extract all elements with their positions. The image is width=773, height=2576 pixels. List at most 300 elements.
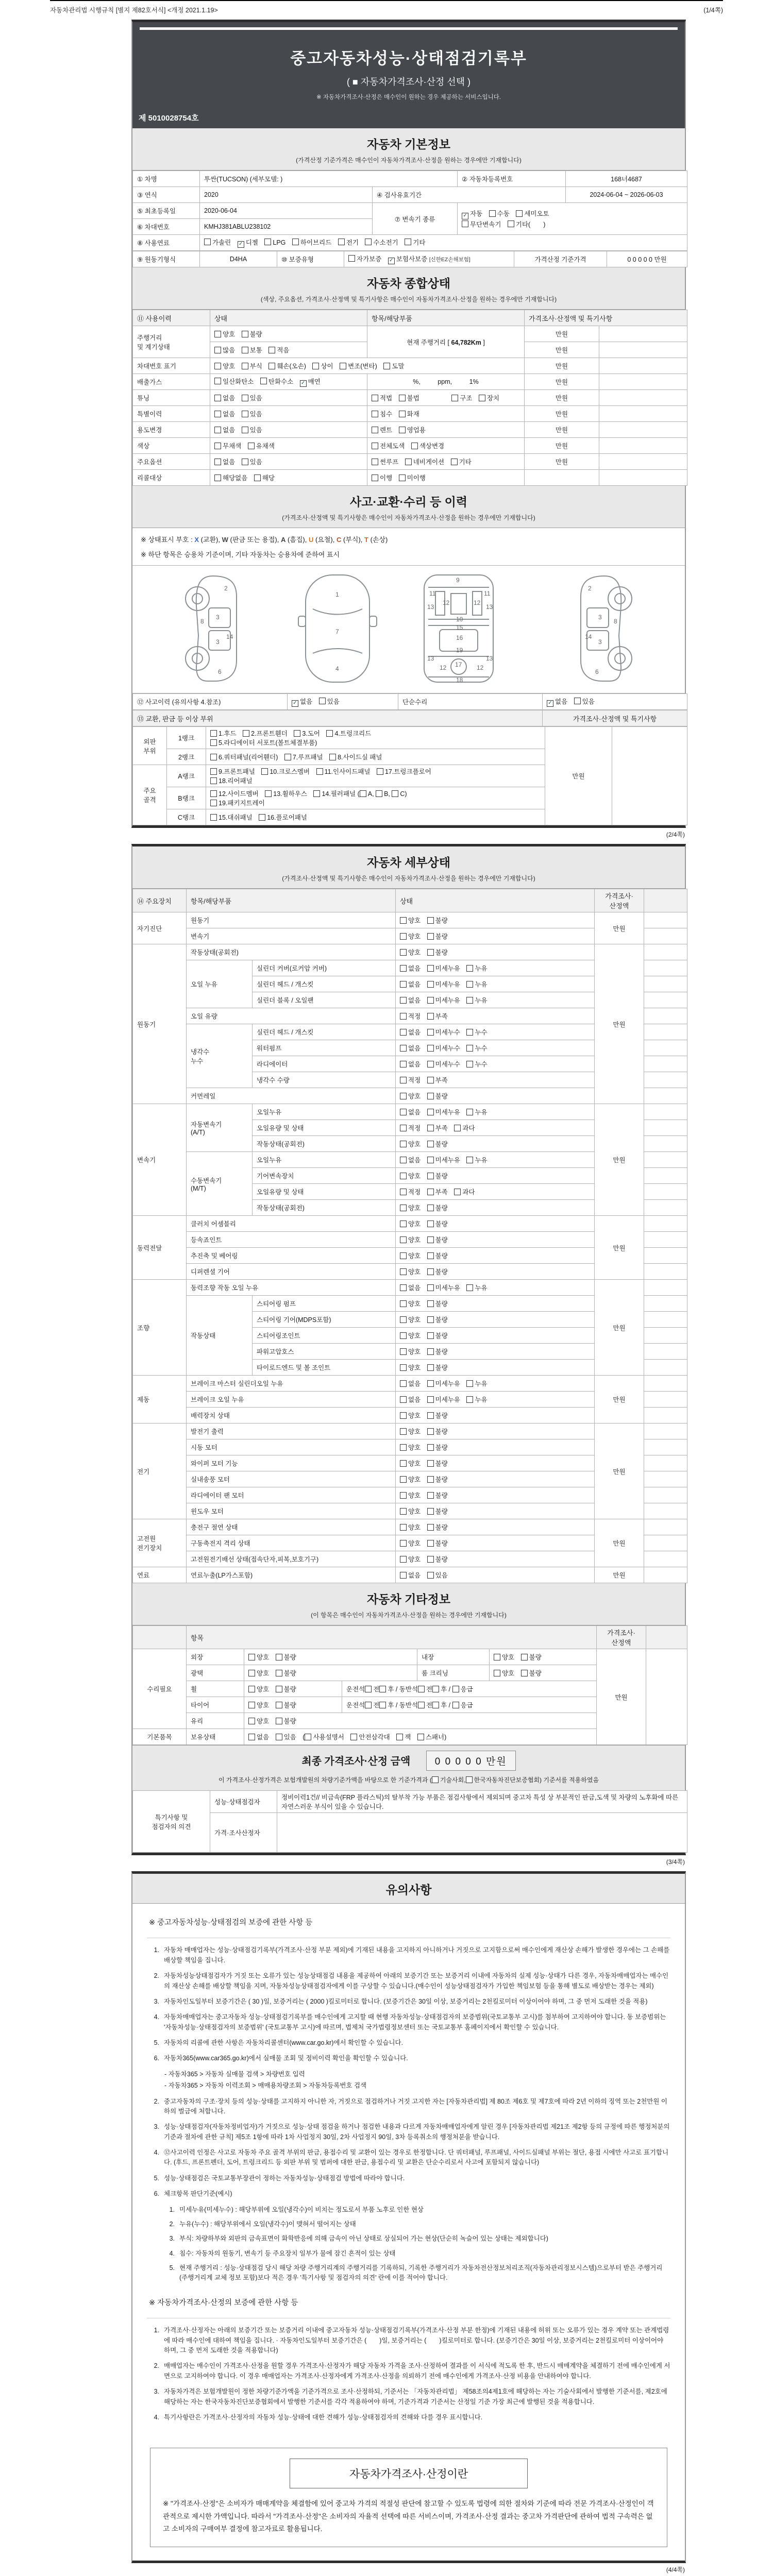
insurer-note: [신한EZ손해보험]	[429, 256, 470, 263]
svg-text:2: 2	[588, 585, 592, 592]
price-cell	[525, 470, 599, 486]
checkbox-unchecked[interactable]	[400, 1540, 407, 1547]
checkbox-unchecked[interactable]	[400, 1492, 407, 1499]
checkbox-unchecked[interactable]	[338, 239, 345, 245]
accident-note: (가격조사·산정액 및 특기사항은 매수인이 자동차가격조사·산정을 원하는 경우에만 기재합니다)	[282, 514, 535, 521]
checkbox-unchecked[interactable]	[400, 1572, 407, 1579]
checkbox-unchecked[interactable]	[427, 1157, 434, 1163]
row-label: 튜닝	[133, 390, 210, 406]
checkbox-unchecked[interactable]	[248, 1686, 255, 1692]
checkbox-unchecked[interactable]	[276, 1670, 282, 1676]
etc-title: 자동차 기타정보	[367, 1592, 450, 1606]
checkbox-unchecked[interactable]	[259, 814, 265, 821]
checkbox-unchecked[interactable]	[400, 1236, 407, 1243]
status-cell: 없음 미세누유 누유	[396, 1392, 595, 1408]
checkbox-unchecked[interactable]	[210, 800, 217, 806]
table-row	[133, 470, 687, 486]
checkbox-unchecked[interactable]	[276, 1654, 282, 1660]
checkbox-unchecked[interactable]	[210, 768, 217, 775]
page-mark-2: (2/4쪽)	[666, 831, 685, 838]
checkbox-unchecked[interactable]	[400, 1109, 407, 1115]
checkbox-unchecked[interactable]	[360, 790, 366, 797]
remark-cell	[612, 727, 687, 825]
checkbox-unchecked[interactable]	[284, 754, 291, 760]
first-registered-value: 2020-06-04	[200, 203, 373, 219]
remark-cell	[644, 1519, 687, 1535]
item-cell: 라디에이터 팬 모터	[187, 1487, 396, 1503]
mileage-value: 64,782Km	[451, 338, 481, 346]
checkbox-unchecked[interactable]	[432, 1702, 439, 1708]
notices-title: 유의사항	[385, 1883, 432, 1896]
status-cell: 양호 불량	[396, 1439, 595, 1455]
checkbox-unchecked[interactable]	[462, 221, 468, 227]
rank-label: A랭크	[167, 765, 206, 787]
checkbox-unchecked[interactable]	[466, 997, 473, 1004]
remark-cell	[644, 1024, 687, 1040]
checkbox-unchecked[interactable]	[400, 949, 407, 956]
checkbox-unchecked[interactable]	[276, 1702, 282, 1708]
report-subtitle: ( ■ 자동차가격조사·산정 선택 )	[346, 77, 471, 87]
final-price-strip	[132, 1745, 685, 1790]
checkbox-unchecked[interactable]	[452, 1702, 459, 1708]
checkbox-unchecked[interactable]	[242, 363, 248, 369]
checkbox-unchecked[interactable]	[427, 1236, 434, 1243]
checkbox-unchecked[interactable]	[427, 1572, 434, 1579]
checkbox-unchecked[interactable]	[466, 1029, 473, 1036]
checkbox-unchecked[interactable]	[400, 1125, 407, 1131]
checkbox-unchecked[interactable]	[516, 210, 523, 217]
final-price-note: 이 가격조사·산정가격은 보험개발원의 차량기준가액을 바탕으로 한 기준가격과 ( 기술사회, 한국자동차진단보증협회) 기준서를 적용하였음	[218, 1776, 599, 1784]
checkbox-unchecked[interactable]	[248, 443, 255, 449]
checkbox-unchecked[interactable]	[365, 239, 372, 245]
checkbox-unchecked[interactable]	[427, 1189, 434, 1195]
checkbox-unchecked[interactable]	[427, 1077, 434, 1083]
checkbox-unchecked[interactable]	[427, 965, 434, 972]
item-cell: 스티어링 기어(MDPS포함)	[253, 1312, 396, 1328]
checkbox-unchecked[interactable]	[399, 411, 406, 417]
checkbox-unchecked[interactable]	[427, 1061, 434, 1067]
checkbox-unchecked[interactable]	[452, 1686, 459, 1692]
checkbox-unchecked[interactable]	[427, 1492, 434, 1499]
checkbox-unchecked[interactable]	[400, 1332, 407, 1339]
row-label: 광택	[187, 1665, 244, 1681]
svg-text:3: 3	[598, 614, 602, 621]
checkbox-unchecked[interactable]	[276, 1686, 282, 1692]
checkbox-unchecked[interactable]	[427, 917, 434, 924]
checkbox-unchecked[interactable]	[427, 1029, 434, 1036]
checkbox-unchecked[interactable]	[400, 1524, 407, 1531]
checkbox-unchecked[interactable]	[400, 1300, 407, 1307]
checkbox-unchecked[interactable]	[400, 1157, 407, 1163]
checkbox-unchecked[interactable]	[494, 1670, 500, 1676]
status-cell: 양호 불량	[396, 1535, 595, 1551]
checkbox-unchecked[interactable]	[350, 1734, 357, 1740]
checkbox-unchecked[interactable]	[399, 395, 406, 401]
detail-note: (가격조사·산정액 및 특기사항은 매수인이 자동차가격조사·산정을 원하는 경우에만 기재합니다)	[282, 875, 535, 882]
checkbox-unchecked[interactable]	[427, 1109, 434, 1115]
checkbox-unchecked[interactable]	[372, 427, 378, 433]
checkbox-unchecked[interactable]	[466, 1284, 473, 1291]
checkbox-unchecked[interactable]	[400, 1460, 407, 1467]
table-header-row	[133, 310, 687, 326]
checkbox-unchecked[interactable]	[376, 790, 382, 797]
checkbox-unchecked[interactable]	[294, 730, 300, 737]
price-cell: 만원	[595, 1423, 644, 1519]
checkbox-unchecked[interactable]	[210, 730, 217, 737]
item-cell: 타이로드엔드 및 볼 조인트	[253, 1360, 396, 1376]
row-label: 주요옵션	[133, 454, 210, 470]
checkbox-unchecked[interactable]	[248, 1702, 255, 1708]
fuel-type-value: 가솔린 ✓ 디젤 LPG 하이브리드 전기 수소전기 기타	[200, 235, 687, 251]
checkbox-checked[interactable]: ✓	[388, 258, 395, 264]
checkbox-unchecked[interactable]	[214, 443, 221, 449]
owned-items-status: 없음 있음 ( 사용설명서 안전삼각대 잭 스패너)	[244, 1729, 597, 1745]
checkbox-unchecked[interactable]	[427, 1221, 434, 1227]
checkbox-unchecked[interactable]	[276, 1734, 282, 1740]
checkbox-unchecked[interactable]	[427, 1508, 434, 1515]
detail-table	[132, 889, 687, 1583]
checkbox-unchecked[interactable]	[372, 411, 378, 417]
checkbox-unchecked[interactable]	[427, 981, 434, 988]
checkbox-unchecked[interactable]	[379, 1702, 386, 1708]
checkbox-unchecked[interactable]	[210, 790, 217, 797]
checkbox-unchecked[interactable]	[214, 395, 221, 401]
recall-status: 해당없음 해당	[210, 470, 367, 486]
checkbox-unchecked[interactable]	[427, 1332, 434, 1339]
checkbox-unchecked[interactable]	[340, 363, 346, 369]
checkbox-unchecked[interactable]	[521, 1670, 528, 1676]
checkbox-unchecked[interactable]	[405, 459, 412, 465]
checkbox-unchecked[interactable]	[400, 1173, 407, 1179]
checkbox-unchecked[interactable]	[248, 1654, 255, 1660]
checkbox-unchecked[interactable]	[427, 1364, 434, 1371]
etc-table	[132, 1625, 687, 1745]
checkbox-unchecked[interactable]	[292, 239, 299, 245]
checkbox-unchecked[interactable]	[432, 1686, 439, 1692]
checkbox-unchecked[interactable]	[427, 1380, 434, 1387]
checkbox-unchecked[interactable]	[417, 1734, 424, 1740]
remark-cell	[644, 928, 687, 944]
table-row	[133, 171, 687, 187]
remark-cell	[644, 1216, 687, 1232]
checkbox-unchecked[interactable]	[574, 698, 581, 704]
checkbox-unchecked[interactable]	[329, 754, 336, 760]
checkbox-unchecked[interactable]	[399, 474, 406, 481]
remark-cell	[644, 976, 687, 992]
checkbox-unchecked[interactable]	[427, 1093, 434, 1099]
item-cell: 브레이크 마스터 실린더오일 누유	[187, 1376, 396, 1392]
checkbox-unchecked[interactable]	[383, 363, 390, 369]
checkbox-unchecked[interactable]	[400, 933, 407, 940]
checkbox-unchecked[interactable]	[214, 427, 221, 433]
checkbox-unchecked[interactable]	[508, 221, 514, 227]
checkbox-unchecked[interactable]	[372, 459, 378, 465]
price-cell: 만원	[595, 1519, 644, 1567]
item-cell: 시동 모터	[187, 1439, 396, 1455]
checkbox-unchecked[interactable]	[210, 814, 217, 821]
checkbox-unchecked[interactable]	[427, 1252, 434, 1259]
item-cell: 클러치 어셈블리	[187, 1216, 396, 1232]
checkbox-unchecked[interactable]	[268, 363, 275, 369]
status-symbol-legend: ※ 상태표시 부호 : X (교환), W (판금 또는 용접), A (흠집), U (요철), C (부식), T (손상)	[141, 536, 388, 544]
checkbox-unchecked[interactable]	[400, 1077, 407, 1083]
checkbox-unchecked[interactable]	[214, 331, 221, 337]
checkbox-unchecked[interactable]	[248, 1670, 255, 1676]
checkbox-unchecked[interactable]	[427, 1173, 434, 1179]
checkbox-unchecked[interactable]	[466, 1380, 473, 1387]
checkbox-checked[interactable]: ✓	[462, 213, 468, 219]
checkbox-unchecked[interactable]	[400, 1380, 407, 1387]
checkbox-unchecked[interactable]	[400, 1141, 407, 1147]
checkbox-unchecked[interactable]	[396, 1734, 403, 1740]
checkbox-unchecked[interactable]	[210, 739, 217, 746]
price-cell: 만원	[525, 374, 599, 390]
field-label: ③ 연식	[133, 187, 200, 203]
checkbox-checked[interactable]: ✓	[292, 700, 298, 707]
checkbox-unchecked[interactable]	[427, 1444, 434, 1451]
checkbox-unchecked[interactable]	[427, 1412, 434, 1419]
checkbox-unchecked[interactable]	[427, 1396, 434, 1403]
checkbox-unchecked[interactable]	[466, 1045, 473, 1052]
checkbox-unchecked[interactable]	[427, 1540, 434, 1547]
checkbox-unchecked[interactable]	[214, 347, 221, 353]
checkbox-unchecked[interactable]	[261, 768, 268, 775]
checkbox-unchecked[interactable]	[348, 255, 355, 262]
checkbox-unchecked[interactable]	[400, 1348, 407, 1355]
item-cell: 작동상태(공회전)	[187, 944, 396, 960]
item-cell: 실린더 헤드 / 개스킷	[253, 976, 396, 992]
checkbox-unchecked[interactable]	[411, 443, 418, 449]
checkbox-unchecked[interactable]	[243, 730, 249, 737]
checkbox-unchecked[interactable]	[400, 1412, 407, 1419]
checkbox-unchecked[interactable]	[427, 997, 434, 1004]
checkbox-unchecked[interactable]	[451, 395, 458, 401]
checkbox-unchecked[interactable]	[260, 378, 267, 384]
mileage-condition: 양호 불량	[210, 326, 367, 342]
notice-bullet: - 자동차365 > 자동차 실매물 검색 > 차량번호 입력	[164, 2070, 305, 2078]
item-cell: 실린더 블록 / 오일팬	[253, 992, 396, 1008]
checkbox-unchecked[interactable]	[427, 1300, 434, 1307]
basic-info-table-2	[132, 251, 687, 267]
row-label: 외장	[187, 1649, 244, 1665]
checkbox-unchecked[interactable]	[276, 1718, 282, 1724]
checkbox-unchecked[interactable]	[400, 1444, 407, 1451]
checkbox-unchecked[interactable]	[427, 1524, 434, 1531]
accident-history-value: ✓ 없음 있음	[288, 694, 398, 710]
rankA-parts: 9.프론트패널 10.크로스멤버 11.인사이드패널 17.트렁크플로어 18.리어패널	[206, 765, 545, 787]
checkbox-unchecked[interactable]	[400, 981, 407, 988]
table-row	[133, 203, 687, 219]
engine-type-value: D4HA	[200, 251, 277, 267]
group-main-frame: 주요 골격	[133, 765, 167, 825]
checkbox-unchecked[interactable]	[427, 1141, 434, 1147]
checkbox-unchecked[interactable]	[204, 239, 211, 245]
checkbox-unchecked[interactable]	[242, 395, 248, 401]
checkbox-unchecked[interactable]	[466, 1061, 473, 1067]
checkbox-unchecked[interactable]	[427, 1460, 434, 1467]
status-cell: 양호 불량	[396, 1471, 595, 1487]
checkbox-unchecked[interactable]	[427, 1284, 434, 1291]
checkbox-unchecked[interactable]	[214, 459, 221, 465]
polish-status: 양호 불량	[244, 1665, 417, 1681]
rank-label: 2랭크	[167, 749, 206, 765]
checkbox-unchecked[interactable]	[466, 981, 473, 988]
item-cell: 변속기	[187, 928, 396, 944]
checkbox-unchecked[interactable]	[400, 1556, 407, 1563]
checkbox-unchecked[interactable]	[313, 790, 320, 797]
device-group-label: 제동	[133, 1376, 187, 1423]
checkbox-unchecked[interactable]	[427, 949, 434, 956]
checkbox-unchecked[interactable]	[210, 777, 217, 784]
checkbox-unchecked[interactable]	[242, 459, 248, 465]
checkbox-unchecked[interactable]	[400, 1476, 407, 1483]
checkbox-unchecked[interactable]	[400, 1396, 407, 1403]
checkbox-unchecked[interactable]	[466, 965, 473, 972]
checkbox-unchecked[interactable]	[242, 427, 248, 433]
checkbox-unchecked[interactable]	[427, 1125, 434, 1131]
price-cell: 만원	[525, 358, 599, 374]
checkbox-unchecked[interactable]	[427, 1013, 434, 1020]
checkbox-unchecked[interactable]	[316, 768, 323, 775]
checkbox-unchecked[interactable]	[265, 790, 272, 797]
checkbox-checked[interactable]: ✓	[238, 241, 244, 248]
checkbox-unchecked[interactable]	[400, 917, 407, 924]
checkbox-unchecked[interactable]	[479, 395, 485, 401]
checkbox-unchecked[interactable]	[427, 1205, 434, 1211]
checkbox-unchecked[interactable]	[248, 1734, 255, 1740]
inspection-period-value: 2024-06-04 ~ 2026-06-03	[566, 187, 687, 203]
checkbox-unchecked[interactable]	[365, 1686, 372, 1692]
price-cell: 만원	[525, 454, 599, 470]
checkbox-unchecked[interactable]	[242, 331, 248, 337]
checkbox-checked[interactable]: ✓	[300, 380, 307, 387]
checkbox-unchecked[interactable]	[214, 474, 221, 481]
notice-item: 1. 가격조사·산정자는 아래의 보증기간 또는 보증거리 이내에 중고자동차 성능·상태점검기록부(가격조사·산정 부분 한정)에 기재된 내용에 허위 또는 오류가 있는 경우 계약 또는 관계법령에 따라 매수인에 대하여 책임을 집니다. · 자동차인도일부터 보증기간은 ( )일, 보증거리는 ( )킬로미터로 합니다. (보증기간은 30일 이상, 보증거리는 2천킬로미터 이상이어야 하며, 그 중 먼저 도래한 것을 적용합니다)	[154, 2327, 669, 2354]
checkbox-unchecked[interactable]	[427, 1348, 434, 1355]
checkbox-unchecked[interactable]	[466, 1157, 473, 1163]
checkbox-unchecked[interactable]	[521, 1654, 528, 1660]
checkbox-unchecked[interactable]	[400, 1316, 407, 1323]
checkbox-unchecked[interactable]	[400, 1061, 407, 1067]
checkbox-unchecked[interactable]	[454, 1189, 461, 1195]
checkbox-checked[interactable]: ✓	[547, 700, 553, 707]
checkbox-unchecked[interactable]	[454, 1125, 461, 1131]
checkbox-unchecked[interactable]	[248, 1718, 255, 1724]
price-cell: 만원	[525, 422, 599, 438]
exchange-header-table	[132, 710, 687, 726]
section-notices	[131, 1871, 686, 2563]
item-cell: 와이퍼 모터 기능	[187, 1455, 396, 1471]
checkbox-unchecked[interactable]	[254, 474, 261, 481]
checkbox-unchecked[interactable]	[432, 1776, 439, 1783]
checkbox-unchecked[interactable]	[305, 1734, 311, 1740]
checkbox-unchecked[interactable]	[427, 1476, 434, 1483]
field-label: ⑦ 변속기 종류	[373, 203, 458, 235]
inspector-opinion: 정비이력1건// 비금속(FRP 플라스틱)의 탈부착 가능 부품은 점검사항에서 제외되며 중고차 특성 상 부분적인 판금,도색 및 차량의 노후화에 따른 자연스러운 부식이 있을 수 있습니다.	[277, 1791, 687, 1813]
checkbox-unchecked[interactable]	[312, 363, 319, 369]
checkbox-unchecked[interactable]	[400, 1189, 407, 1195]
checkbox-unchecked[interactable]	[451, 459, 458, 465]
checkbox-unchecked[interactable]	[214, 411, 221, 417]
title-block	[132, 22, 685, 128]
checkbox-unchecked[interactable]	[268, 347, 275, 353]
checkbox-unchecked[interactable]	[400, 1284, 407, 1291]
overall-table	[132, 310, 687, 486]
report-title: 중고자동차성능·상태점검기록부	[290, 49, 527, 67]
status-cell: 양호 불량	[396, 1344, 595, 1360]
checkbox-unchecked[interactable]	[427, 1556, 434, 1563]
checkbox-unchecked[interactable]	[400, 997, 407, 1004]
checkbox-unchecked[interactable]	[372, 443, 378, 449]
checkbox-unchecked[interactable]	[400, 1013, 407, 1020]
checkbox-unchecked[interactable]	[214, 378, 221, 384]
checkbox-unchecked[interactable]	[372, 395, 378, 401]
remark-cell	[644, 1264, 687, 1280]
svg-text:14: 14	[585, 633, 592, 640]
checkbox-unchecked[interactable]	[326, 730, 333, 737]
checkbox-unchecked[interactable]	[400, 1364, 407, 1371]
checkbox-unchecked[interactable]	[427, 933, 434, 940]
checkbox-unchecked[interactable]	[400, 1221, 407, 1227]
checkbox-unchecked[interactable]	[372, 474, 378, 481]
checkbox-unchecked[interactable]	[405, 239, 411, 245]
checkbox-unchecked[interactable]	[400, 1029, 407, 1036]
checkbox-unchecked[interactable]	[489, 210, 496, 217]
rankB-parts: 12.사이드멤버 13.휠하우스 14.필러패널 ( A, B, C) 19.패키지트레이	[206, 787, 545, 809]
checkbox-unchecked[interactable]	[399, 427, 406, 433]
transmission-type-value	[458, 203, 687, 235]
status-cell: 양호 불량	[396, 1216, 595, 1232]
checkbox-unchecked[interactable]	[400, 965, 407, 972]
checkbox-unchecked[interactable]	[418, 1686, 425, 1692]
checkbox-unchecked[interactable]	[365, 1702, 372, 1708]
checkbox-unchecked[interactable]	[466, 1396, 473, 1403]
checkbox-unchecked[interactable]	[400, 1252, 407, 1259]
checkbox-unchecked[interactable]	[427, 1428, 434, 1435]
usage-change: 없음 있음	[210, 422, 367, 438]
checkbox-unchecked[interactable]	[379, 1686, 386, 1692]
notice-item: 6. 체크항목 판단기준(예시)	[154, 2190, 232, 2198]
checkbox-unchecked[interactable]	[466, 1109, 473, 1115]
checkbox-unchecked[interactable]	[242, 347, 248, 353]
checkbox-unchecked[interactable]	[400, 1508, 407, 1515]
checkbox-unchecked[interactable]	[400, 1093, 407, 1099]
checkbox-unchecked[interactable]	[466, 1776, 473, 1783]
checkbox-unchecked[interactable]	[418, 1702, 425, 1708]
checkbox-unchecked[interactable]	[427, 1268, 434, 1275]
checkbox-unchecked[interactable]	[319, 698, 326, 704]
checkbox-unchecked[interactable]	[400, 1205, 407, 1211]
checkbox-unchecked[interactable]	[242, 411, 248, 417]
checkbox-unchecked[interactable]	[264, 239, 271, 245]
checkbox-unchecked[interactable]	[427, 1316, 434, 1323]
checkbox-unchecked[interactable]	[392, 790, 398, 797]
checkbox-unchecked[interactable]	[210, 754, 217, 760]
col-header	[644, 889, 687, 912]
checkbox-unchecked[interactable]	[427, 1045, 434, 1052]
status-cell: 양호 불량	[396, 1168, 595, 1184]
checkbox-unchecked[interactable]	[214, 363, 221, 369]
checkbox-unchecked[interactable]	[377, 768, 383, 775]
remark-cell	[644, 1328, 687, 1344]
checkbox-unchecked[interactable]	[494, 1654, 500, 1660]
color-detail: 전체도색 색상변경	[367, 438, 525, 454]
svg-text:3: 3	[216, 638, 220, 646]
item-cell: 원동기	[187, 912, 396, 928]
checkbox-unchecked[interactable]	[400, 1268, 407, 1275]
checkbox-unchecked[interactable]	[400, 1045, 407, 1052]
checkbox-unchecked[interactable]	[400, 1428, 407, 1435]
